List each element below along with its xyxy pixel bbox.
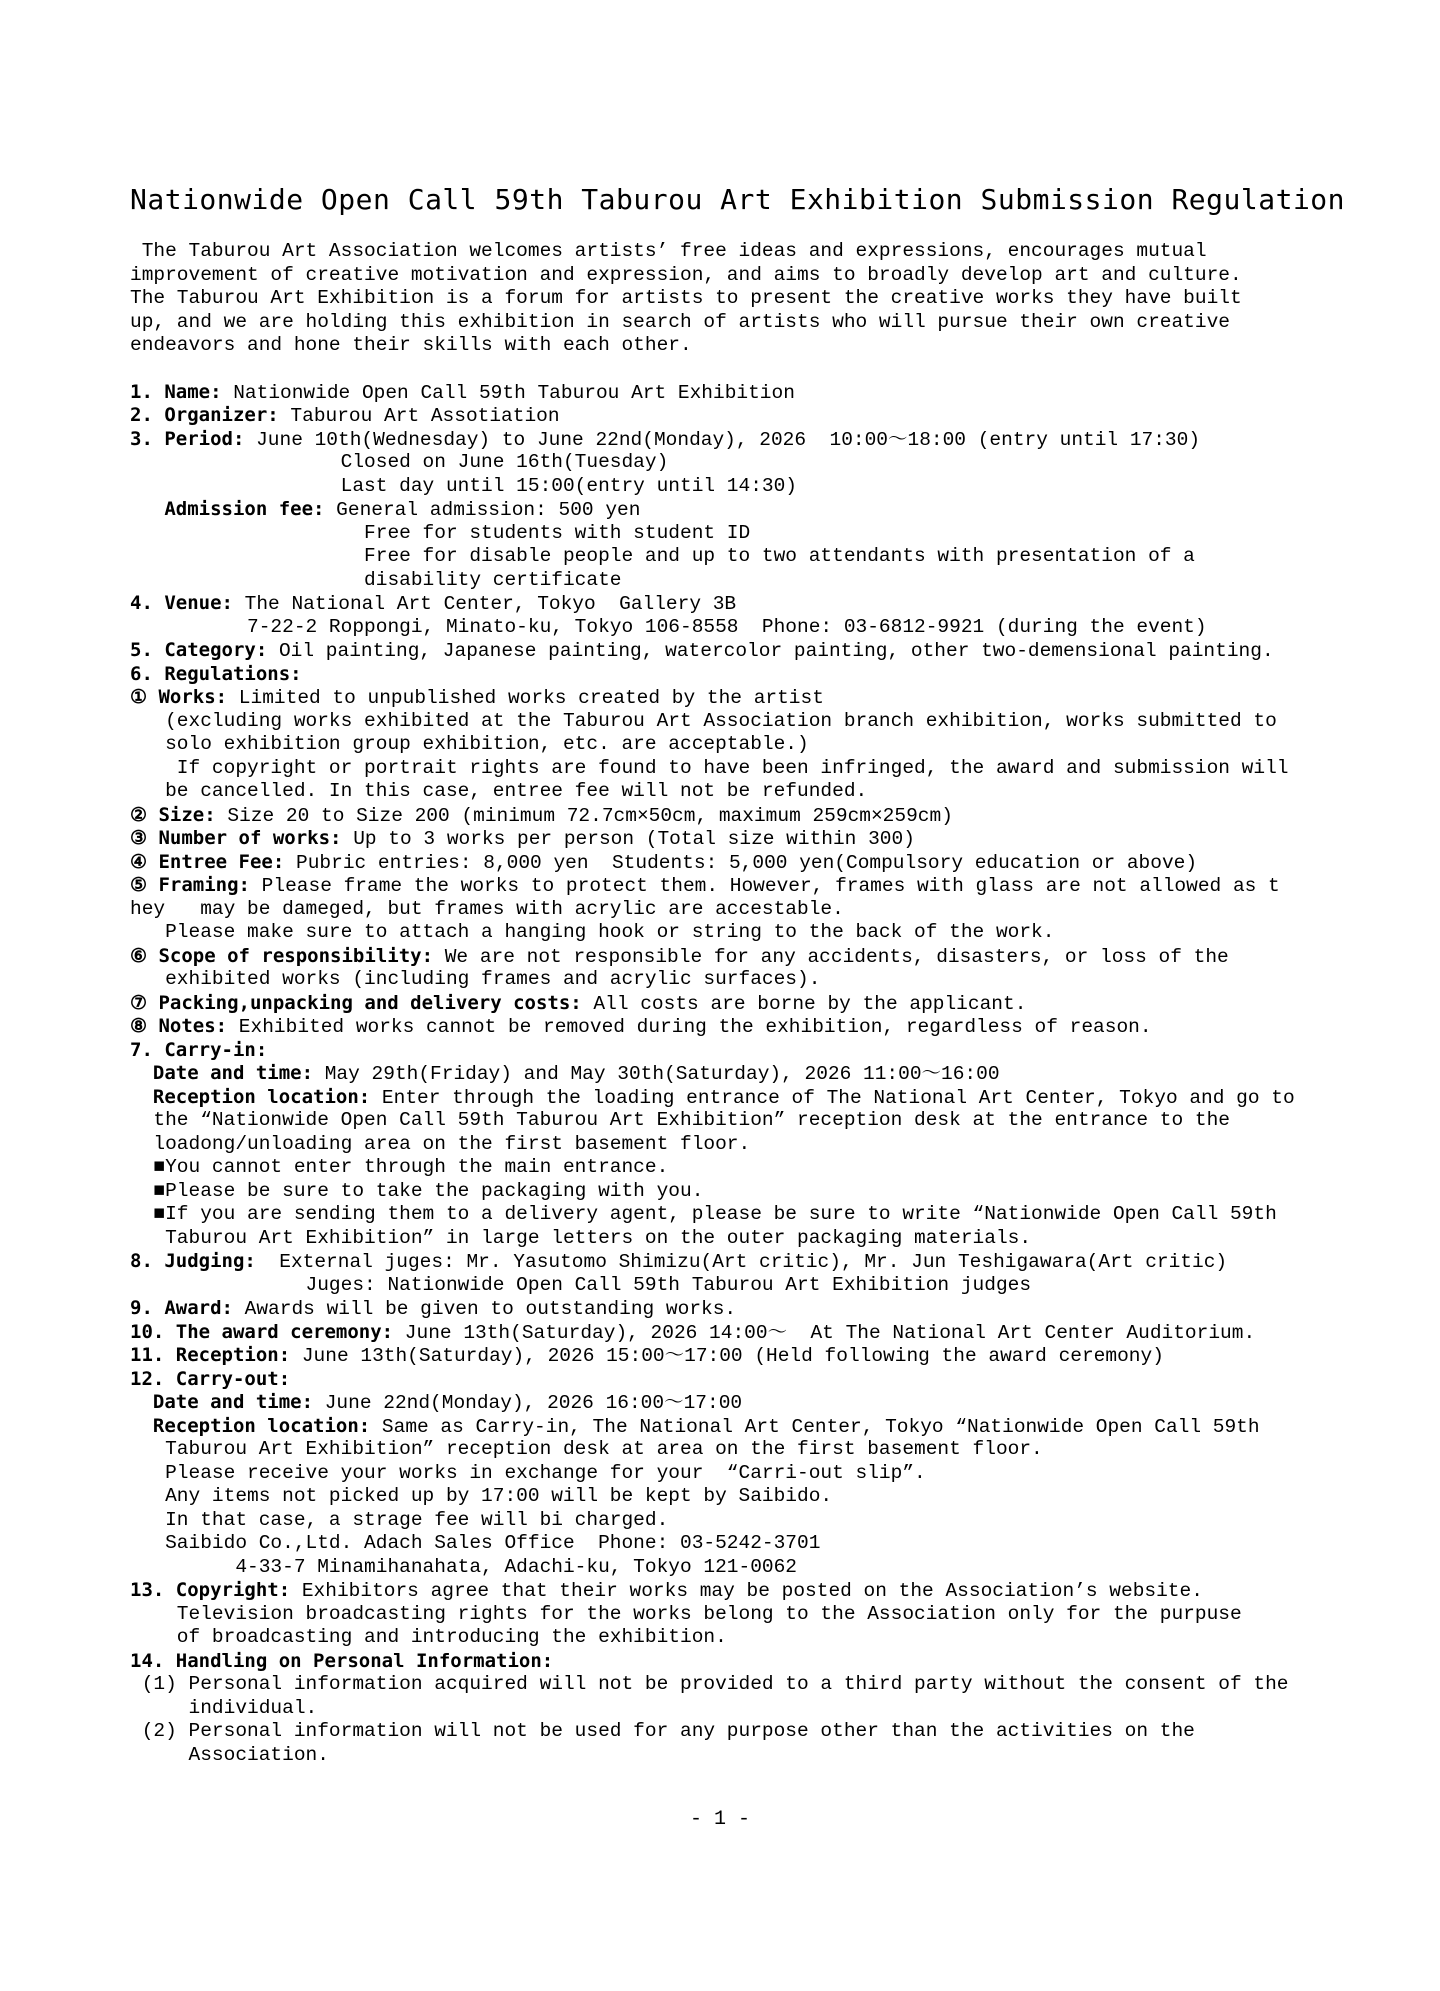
page-title: Nationwide Open Call 59th Taburou Art Exhibition Submission Regulation <box>130 183 1346 216</box>
intro-line: endeavors and hone their skills with each other. <box>130 334 692 356</box>
personal-info-line: (1) Personal information acquired will not be provided to a third party without the consent of the <box>130 1673 1289 1695</box>
regulation-line: solo exhibition group exhibition, etc. are acceptable.) <box>130 733 809 755</box>
regulation-notes: ⑧ Notes: Exhibited works cannot be removed during the exhibition, regardless of reason. <box>130 1015 1152 1038</box>
page-number: - 1 - <box>689 1808 750 1831</box>
regulation-works: ① Works: Limited to unpublished works created by the artist <box>130 686 824 709</box>
regulation-size: ② Size: Size 20 to Size 200 (minimum 72.7cm×50cm, maximum 259cm×259cm) <box>130 803 953 827</box>
regulation-line: If copyright or portrait rights are found to have been infringed, the award and submission will <box>130 756 1289 779</box>
section-organizer: 2. Organizer: Taburou Art Assotiation <box>130 404 560 427</box>
admission-line: Free for students with student ID <box>130 521 751 544</box>
personal-info-line: Association. <box>130 1743 329 1766</box>
intro-line: improvement of creative motivation and expression, and aims to broadly develop art and culture. <box>130 263 1242 286</box>
carry-out-line: Saibido Co.,Ltd. Adach Sales Office Phone: 03-5242-3701 <box>130 1532 821 1554</box>
section-carry-in: 7. Carry-in: <box>130 1038 268 1061</box>
intro-line: The Taburou Art Association welcomes artists’ free ideas and expressions, encourages mutual <box>130 240 1207 262</box>
venue-line: 7-22-2 Roppongi, Minato-ku, Tokyo 106-8558 Phone: 03-6812-9921 (during the event) <box>130 615 1207 638</box>
personal-info-line: (2) Personal information will not be used for any purpose other than the activities on the <box>130 1720 1195 1742</box>
regulation-line: exhibited works (including frames and acrylic surfaces). <box>130 968 821 990</box>
carry-in-note: Taburou Art Exhibition” in large letters on the outer packaging materials. <box>130 1226 1032 1249</box>
carry-out-line: 4-33-7 Minamihanahata, Adachi-ku, Tokyo 121-0062 <box>130 1555 798 1578</box>
admission-fee: Admission fee: General admission: 500 yen <box>130 498 641 521</box>
section-judging: 8. Judging: External juges: Mr. Yasutomo Shimizu(Art critic), Mr. Jun Teshigawara(Art critic) <box>130 1250 1228 1273</box>
carry-out-line: Please receive your works in exchange for your “Carri-out slip”. <box>130 1461 926 1484</box>
regulation-line: (excluding works exhibited at the Taburou Art Association branch exhibition, works submitted to <box>130 709 1277 732</box>
period-line: Closed on June 16th(Tuesday) <box>130 451 669 473</box>
carry-in-note: ■Please be sure to take the packaging with you. <box>130 1179 704 1202</box>
intro-line: up, and we are holding this exhibition in search of artists who will pursue their own creative <box>130 310 1230 333</box>
carry-in-line: the “Nationwide Open Call 59th Taburou Art Exhibition” reception desk at the entrance to the <box>130 1109 1230 1131</box>
copyright-line: of broadcasting and introducing the exhibition. <box>130 1626 727 1648</box>
carry-out-line: In that case, a strage fee will bi charged. <box>130 1508 669 1531</box>
regulation-number-of-works: ③ Number of works: Up to 3 works per person (Total size within 300) <box>130 827 915 850</box>
section-name: 1. Name: Nationwide Open Call 59th Taburou Art Exhibition <box>130 380 795 404</box>
carry-in-note: ■You cannot enter through the main entrance. <box>130 1156 669 1178</box>
section-venue: 4. Venue: The National Art Center, Tokyo Gallery 3B <box>130 592 737 615</box>
regulation-packing: ⑦ Packing,unpacking and delivery costs: All costs are borne by the applicant. <box>130 991 1027 1015</box>
admission-line: Free for disable people and up to two attendants with presentation of a <box>130 545 1195 567</box>
admission-line: disability certificate <box>130 568 622 591</box>
carry-in-location: Reception location: Enter through the loading entrance of The National Art Center, Tokyo and go to <box>130 1085 1295 1109</box>
copyright-line: Television broadcasting rights for the works belong to the Association only for the purpuse <box>130 1602 1242 1625</box>
carry-in-date: Date and time: May 29th(Friday) and May 30th(Saturday), 2026 11:00～16:00 <box>130 1062 1000 1085</box>
regulation-framing: ⑤ Framing: Please frame the works to protect them. However, frames with glass are not allowed as t <box>130 874 1280 897</box>
carry-out-date: Date and time: June 22nd(Monday), 2026 16:00～17:00 <box>130 1391 743 1414</box>
regulation-line: be cancelled. In this case, entree fee will not be refunded. <box>130 780 868 802</box>
carry-out-location: Reception location: Same as Carry-in, The National Art Center, Tokyo “Nationwide Open Call 59th <box>130 1414 1260 1438</box>
carry-out-line: Taburou Art Exhibition” reception desk at area on the first basement floor. <box>130 1438 1043 1460</box>
regulation-responsibility: ⑥ Scope of responsibility: We are not responsible for any accidents, disasters, or loss of the <box>130 944 1229 968</box>
carry-in-note: ■If you are sending them to a delivery agent, please be sure to write “Nationwide Open Call 59th <box>130 1203 1277 1225</box>
period-line: Last day until 15:00(entry until 14:30) <box>130 474 798 497</box>
regulation-entree-fee: ④ Entree Fee: Pubric entries: 8,000 yen Students: 5,000 yen(Compulsory education or above) <box>130 850 1198 874</box>
section-personal-info: 14. Handling on Personal Information: <box>130 1649 554 1672</box>
section-category: 5. Category: Oil painting, Japanese painting, watercolor painting, other two-demensional painting. <box>130 639 1274 662</box>
intro-line: The Taburou Art Exhibition is a forum for artists to present the creative works they have built <box>130 287 1242 309</box>
section-period: 3. Period: June 10th(Wednesday) to June 22nd(Monday), 2026 10:00～18:00 (entry until 17:30) <box>130 427 1201 451</box>
section-award-ceremony: 10. The award ceremony: June 13th(Saturday), 2026 14:00～ At The National Art Center Auditorium. <box>130 1320 1256 1344</box>
section-reception: 11. Reception: June 13th(Saturday), 2026 15:00～17:00 (Held following the award ceremony) <box>130 1344 1164 1367</box>
section-copyright: 13. Copyright: Exhibitors agree that their works may be posted on the Association’s website. <box>130 1579 1203 1602</box>
regulation-line: Please make sure to attach a hanging hook or string to the back of the work. <box>130 921 1055 943</box>
section-award: 9. Award: Awards will be given to outstanding works. <box>130 1297 737 1320</box>
judging-line: Juges: Nationwide Open Call 59th Taburou Art Exhibition judges <box>130 1273 1032 1296</box>
regulation-line: hey may be dameged, but frames with acrylic are accestable. <box>130 897 844 920</box>
carry-out-line: Any items not picked up by 17:00 will be kept by Saibido. <box>130 1485 833 1507</box>
section-regulations: 6. Regulations: <box>130 662 302 685</box>
personal-info-line: individual. <box>130 1696 318 1719</box>
carry-in-line: loadong/unloading area on the first basement floor. <box>130 1132 751 1155</box>
section-carry-out: 12. Carry-out: <box>130 1367 291 1390</box>
document-body <box>130 240 1320 1767</box>
